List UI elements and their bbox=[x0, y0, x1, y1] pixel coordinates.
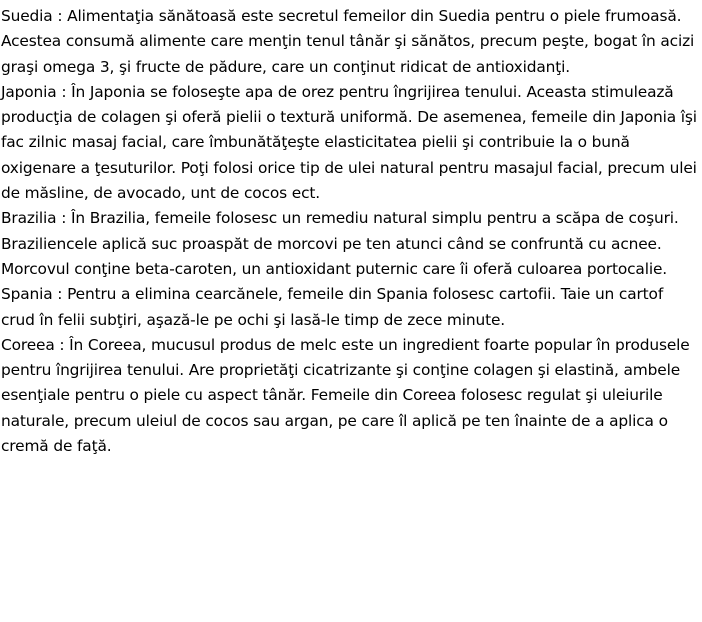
country-label: Japonia bbox=[1, 82, 57, 101]
paragraph-coreea bbox=[1, 333, 701, 459]
paragraph-text: Pentru a elimina cearcănele, femeile din Spania folosesc cartofii. Taie un cartof crud în felii subţiri, aşază-le pe ochi şi lasă-le timp de zece minute. bbox=[1, 285, 664, 329]
paragraph-text: În Japonia se foloseşte apa de orez pentru îngrijirea tenului. Aceasta stimulează producţia de colagen şi oferă pielii o textură uniformă. De asemenea, femeile din Japonia îşi fac zilnic masaj facial, care îmbunătăţeşte elasticitatea pielii şi contribuie la o bună oxigenare a ţesuturilor. Poţi folosi orice tip de ulei natural pentru masajul facial, precum ulei de măsline, de avocado, unt de cocos ect. bbox=[1, 82, 697, 203]
separator: : bbox=[54, 335, 70, 354]
separator: : bbox=[52, 7, 68, 25]
separator: : bbox=[56, 82, 72, 101]
paragraph-text: În Coreea, mucusul produs de melc este un ingredient foarte popular în produsele pentru îngrijirea tenului. Are proprietăţi cicatrizante şi conţine colagen şi elastină, ambele esenţiale pentru o piele cu aspect tânăr. Femeile din Coreea folosesc regulat şi uleiurile naturale, precum uleiul de cocos sau argan, pe care îl aplică pe ten înainte de a aplica o cremă de faţă. bbox=[1, 335, 690, 456]
country-label: Spania bbox=[1, 285, 53, 304]
paragraph-brazilia bbox=[1, 206, 701, 282]
country-label: Brazilia bbox=[1, 209, 57, 228]
country-label: Suedia bbox=[1, 7, 53, 25]
paragraph-text: Alimentaţia sănătoasă este secretul femeilor din Suedia pentru o piele frumoasă. Acestea consumă alimente care menţin tenul tânăr şi sănătos, precum peşte, bogat în acizi graşi omega 3, şi fructe de pădure, care un conţinut ridicat de antioxidanţi. bbox=[1, 7, 695, 76]
separator: : bbox=[56, 209, 71, 228]
paragraph-spania bbox=[1, 282, 701, 333]
separator: : bbox=[52, 285, 68, 304]
document-body bbox=[1, 4, 701, 459]
country-label: Coreea bbox=[1, 335, 55, 354]
paragraph-text: În Brazilia, femeile folosesc un remediu natural simplu pentru a scăpa de coşuri. Braziliencele aplică suc proaspăt de morcovi pe ten atunci când se confruntă cu acnee. Morcovul conţine beta-caroten, un antioxidant puternic care îi oferă culoarea portocalie. bbox=[1, 209, 679, 278]
paragraph-japonia bbox=[1, 80, 701, 206]
paragraph-suedia bbox=[1, 4, 701, 80]
